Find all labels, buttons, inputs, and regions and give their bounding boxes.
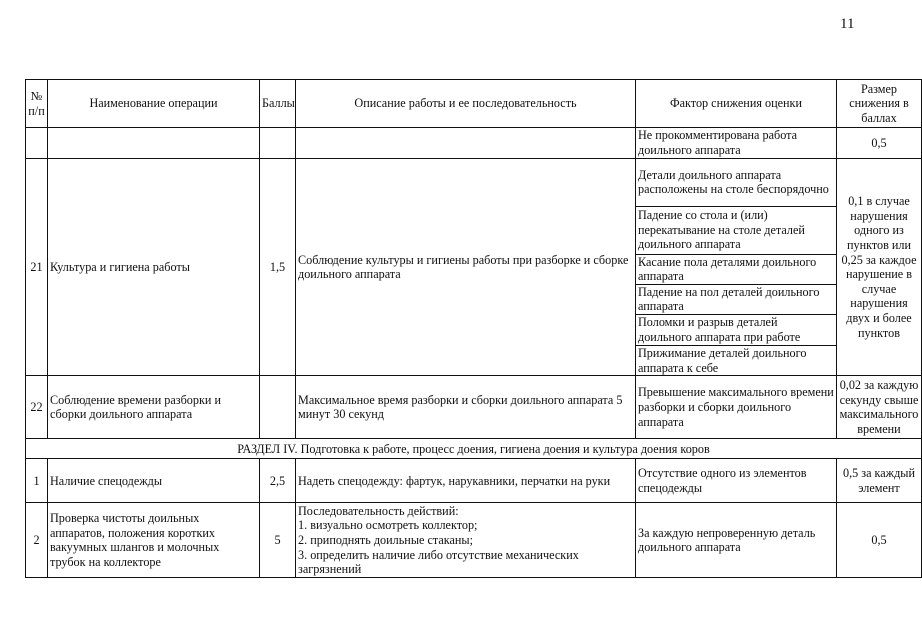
factor-list xyxy=(636,159,836,375)
reduction-cell: 0,5 за каждый элемент xyxy=(837,459,922,503)
operation-cell: Соблюдение времени разборки и сборки доильного аппарата xyxy=(48,376,260,439)
description-line: 2. приподнять доильные стаканы; xyxy=(298,533,474,548)
factor-item: Падение со стола и (или) перекатывание на столе деталей доильного аппарата xyxy=(636,206,836,254)
table-row xyxy=(26,376,922,439)
table-row xyxy=(26,503,922,578)
page-number: 11 xyxy=(840,16,855,32)
header-points: Баллы xyxy=(260,80,296,128)
factor-cell: Отсутствие одного из элементов спецодежды xyxy=(636,459,837,503)
table-row xyxy=(26,459,922,503)
header-operation: Наименование операции xyxy=(48,80,260,128)
reduction-cell: 0,02 за каждую секунду свыше максимального времени xyxy=(837,376,922,439)
description-cell: Максимальное время разборки и сборки доильного аппарата 5 минут 30 секунд xyxy=(296,376,636,439)
description-line: 1. визуально осмотреть коллектор; xyxy=(298,518,478,533)
row-num: 21 xyxy=(26,159,48,376)
description-line: 3. определить наличие либо отсутствие механических загрязнений xyxy=(298,547,579,577)
section-row xyxy=(26,439,922,459)
factor-cell: Не прокомментирована работа доильного аппарата xyxy=(636,128,837,159)
points-cell: 5 xyxy=(260,503,296,578)
row-num: 22 xyxy=(26,376,48,439)
factor-item: Детали доильного аппарата расположены на столе беспорядочно xyxy=(638,167,829,197)
row-num: 1 xyxy=(26,459,48,503)
factor-list-cell xyxy=(636,159,837,376)
points-cell: 1,5 xyxy=(260,159,296,376)
header-description: Описание работы и ее последовательность xyxy=(296,80,636,128)
reduction-cell: 0,1 в случае нарушения одного из пунктов или 0,25 за каждое нарушение в случае нарушения двух и более пунктов xyxy=(837,159,922,376)
assessment-table xyxy=(25,79,922,578)
points-cell xyxy=(260,376,296,439)
factor-cell: За каждую непроверенную деталь доильного аппарата xyxy=(636,503,837,578)
operation-cell: Наличие спецодежды xyxy=(48,459,260,503)
table-row xyxy=(26,128,922,159)
factor-item: Прижимание деталей доильного аппарата к себе xyxy=(636,346,836,376)
operation-cell: Культура и гигиена работы xyxy=(48,159,260,376)
description-cell: Соблюдение культуры и гигиены работы при разборке и сборке доильного аппарата xyxy=(296,159,636,376)
table-header-row xyxy=(26,80,922,128)
section-title: РАЗДЕЛ IV. Подготовка к работе, процесс доения, гигиена доения и культура доения коров xyxy=(26,439,922,459)
table-row xyxy=(26,159,922,376)
factor-item: Падение на пол деталей доильного аппарата xyxy=(636,284,836,314)
row-num: 2 xyxy=(26,503,48,578)
reduction-cell: 0,5 xyxy=(837,128,922,159)
points-cell: 2,5 xyxy=(260,459,296,503)
header-reduction: Размер снижения в баллах xyxy=(837,80,922,128)
header-factor: Фактор снижения оценки xyxy=(636,80,837,128)
operation-cell: Проверка чистоты доильных аппаратов, положения коротких вакуумных шлангов и молочных трубок на коллекторе xyxy=(48,503,260,578)
factor-cell: Превышение максимального времени разборки и сборки доильного аппарата xyxy=(636,376,837,439)
description-cell xyxy=(296,503,636,578)
factor-item: Касание пола деталями доильного аппарата xyxy=(636,254,836,284)
reduction-cell: 0,5 xyxy=(837,503,922,578)
header-num: № п/п xyxy=(26,80,48,128)
factor-item: Поломки и разрыв деталей доильного аппарата при работе xyxy=(636,315,836,346)
description-cell: Надеть спецодежду: фартук, нарукавники, перчатки на руки xyxy=(296,459,636,503)
description-line: Последовательность действий: xyxy=(298,503,459,518)
